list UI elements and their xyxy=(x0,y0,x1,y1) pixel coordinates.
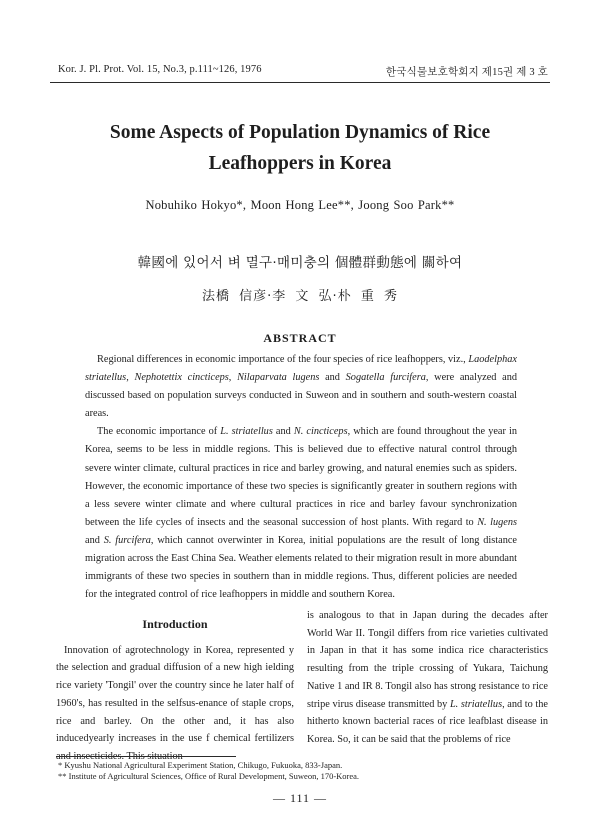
species-name: Nilaparvata lugens xyxy=(237,372,320,384)
text-run: The economic importance of xyxy=(97,426,221,438)
citation-line: Kor. J. Pl. Prot. Vol. 15, No.3, p.111~126, 1976 xyxy=(58,64,262,75)
species-name: Sogatella furcifera xyxy=(345,372,426,384)
introduction-heading: Introduction xyxy=(142,617,208,631)
abstract-heading: ABSTRACT xyxy=(263,331,337,345)
paper-title xyxy=(0,117,600,179)
text-run: , and to the hitherto known bacterial races of rice leafblast disease in Korea. So, it can be said that the problems of rice xyxy=(307,698,548,745)
running-header xyxy=(58,64,548,80)
species-name: S. furcifera xyxy=(103,534,151,546)
species-name: Nephotettix cincticeps xyxy=(134,372,229,384)
introduction-paragraph-right xyxy=(307,607,548,749)
text-run: Regional differences in economic importance of the four species of rice leafhoppers, viz., xyxy=(97,354,469,365)
text-run: and xyxy=(319,372,346,384)
text-run: , were analyzed and discussed based on population surveys conducted in Suweon and in southern and south-western coastal areas. xyxy=(85,372,517,420)
text-run: , xyxy=(228,372,238,384)
abstract-body xyxy=(85,351,517,604)
introduction-paragraph-left: Innovation of agrotechnology in Korea, represented y the selection and gradual diffusion of a new high ielding rice variety 'Tongil' over the country since he later half of 1960's, has resulted in the selfsus-enance of staple crops, rice and barley. On the other and, it has also inducedyearly increases in the use f chemical fertilizers and insecticides. This situation xyxy=(56,644,294,762)
korean-title: 韓國에 있어서 벼 멸구·매미충의 個體群動態에 關하여 xyxy=(137,255,463,271)
footnote-1: * Kyushu National Agricultural Experiment Station, Chikugo, Fukuoka, 833-Japan. xyxy=(58,760,343,770)
author-list: Nobuhiko Hokyo*, Moon Hong Lee**, Joong Soo Park** xyxy=(145,198,455,212)
footnote-2: ** Institute of Agricultural Sciences, Office of Rural Development, Suweon, 170-Korea. xyxy=(58,771,360,781)
species-name: N. cincticeps xyxy=(293,426,348,438)
abstract-paragraph-2 xyxy=(85,423,517,604)
species-name: Laodelphax striatellus xyxy=(85,354,517,384)
species-name: L. striatellus xyxy=(220,426,273,438)
text-run: , which cannot overwinter in Korea, initial populations are the result of long distance migration across the East China Sea. Weather elements related to their migration result in more abundant immigrants of these two species in southern than in middle regions. Thus, different policies are needed for the integrated control of rice leafhoppers in middle and southern Korea. xyxy=(85,534,517,601)
species-name: N. lugens xyxy=(477,516,517,528)
page-number: — 111 — xyxy=(272,791,328,805)
footnotes xyxy=(58,760,558,782)
title-line-1: Some Aspects of Population Dynamics of Rice xyxy=(109,122,491,143)
text-run: , which are found throughout the year in Korea, seems to be less in middle regions. This is believed due to effective natural control through severe winter climate, cultural practices in rice and barley growing, and natural enemies such as spiders. However, the economic importance of these two species is significantly greater in southern regions with a less severe winter climate and where cultural practices in rice and barley favour synchronization between the life cycles of insects and the seasonal succession of host plants. With regard to xyxy=(85,426,517,528)
journal-name-korean: 한국식물보호학회지 제15권 제 3 호 xyxy=(385,67,548,78)
abstract-paragraph-1 xyxy=(85,351,517,423)
right-column xyxy=(307,607,548,749)
title-line-2: Leafhoppers in Korea xyxy=(208,153,392,174)
left-column xyxy=(56,607,294,766)
text-run: , xyxy=(126,372,135,384)
korean-author-list: 法橋 信彦·李 文 弘·朴 重 秀 xyxy=(202,289,398,304)
text-run: and xyxy=(272,426,294,438)
header-divider xyxy=(50,82,550,83)
text-run: and xyxy=(85,534,104,546)
footnote-divider xyxy=(56,756,236,757)
text-run: is analogous to that in Japan during the decades after World War II. Tongil differs from rice varieties cultivated in Japan in that it has some indica rice characteristics resulting from the triple crossing of Yukara, Taichung Native 1 and IR 8. Tongil also has strong resistance to rice stripe virus disease transmitted by xyxy=(307,610,548,710)
species-name: L. striatellus xyxy=(449,698,503,710)
